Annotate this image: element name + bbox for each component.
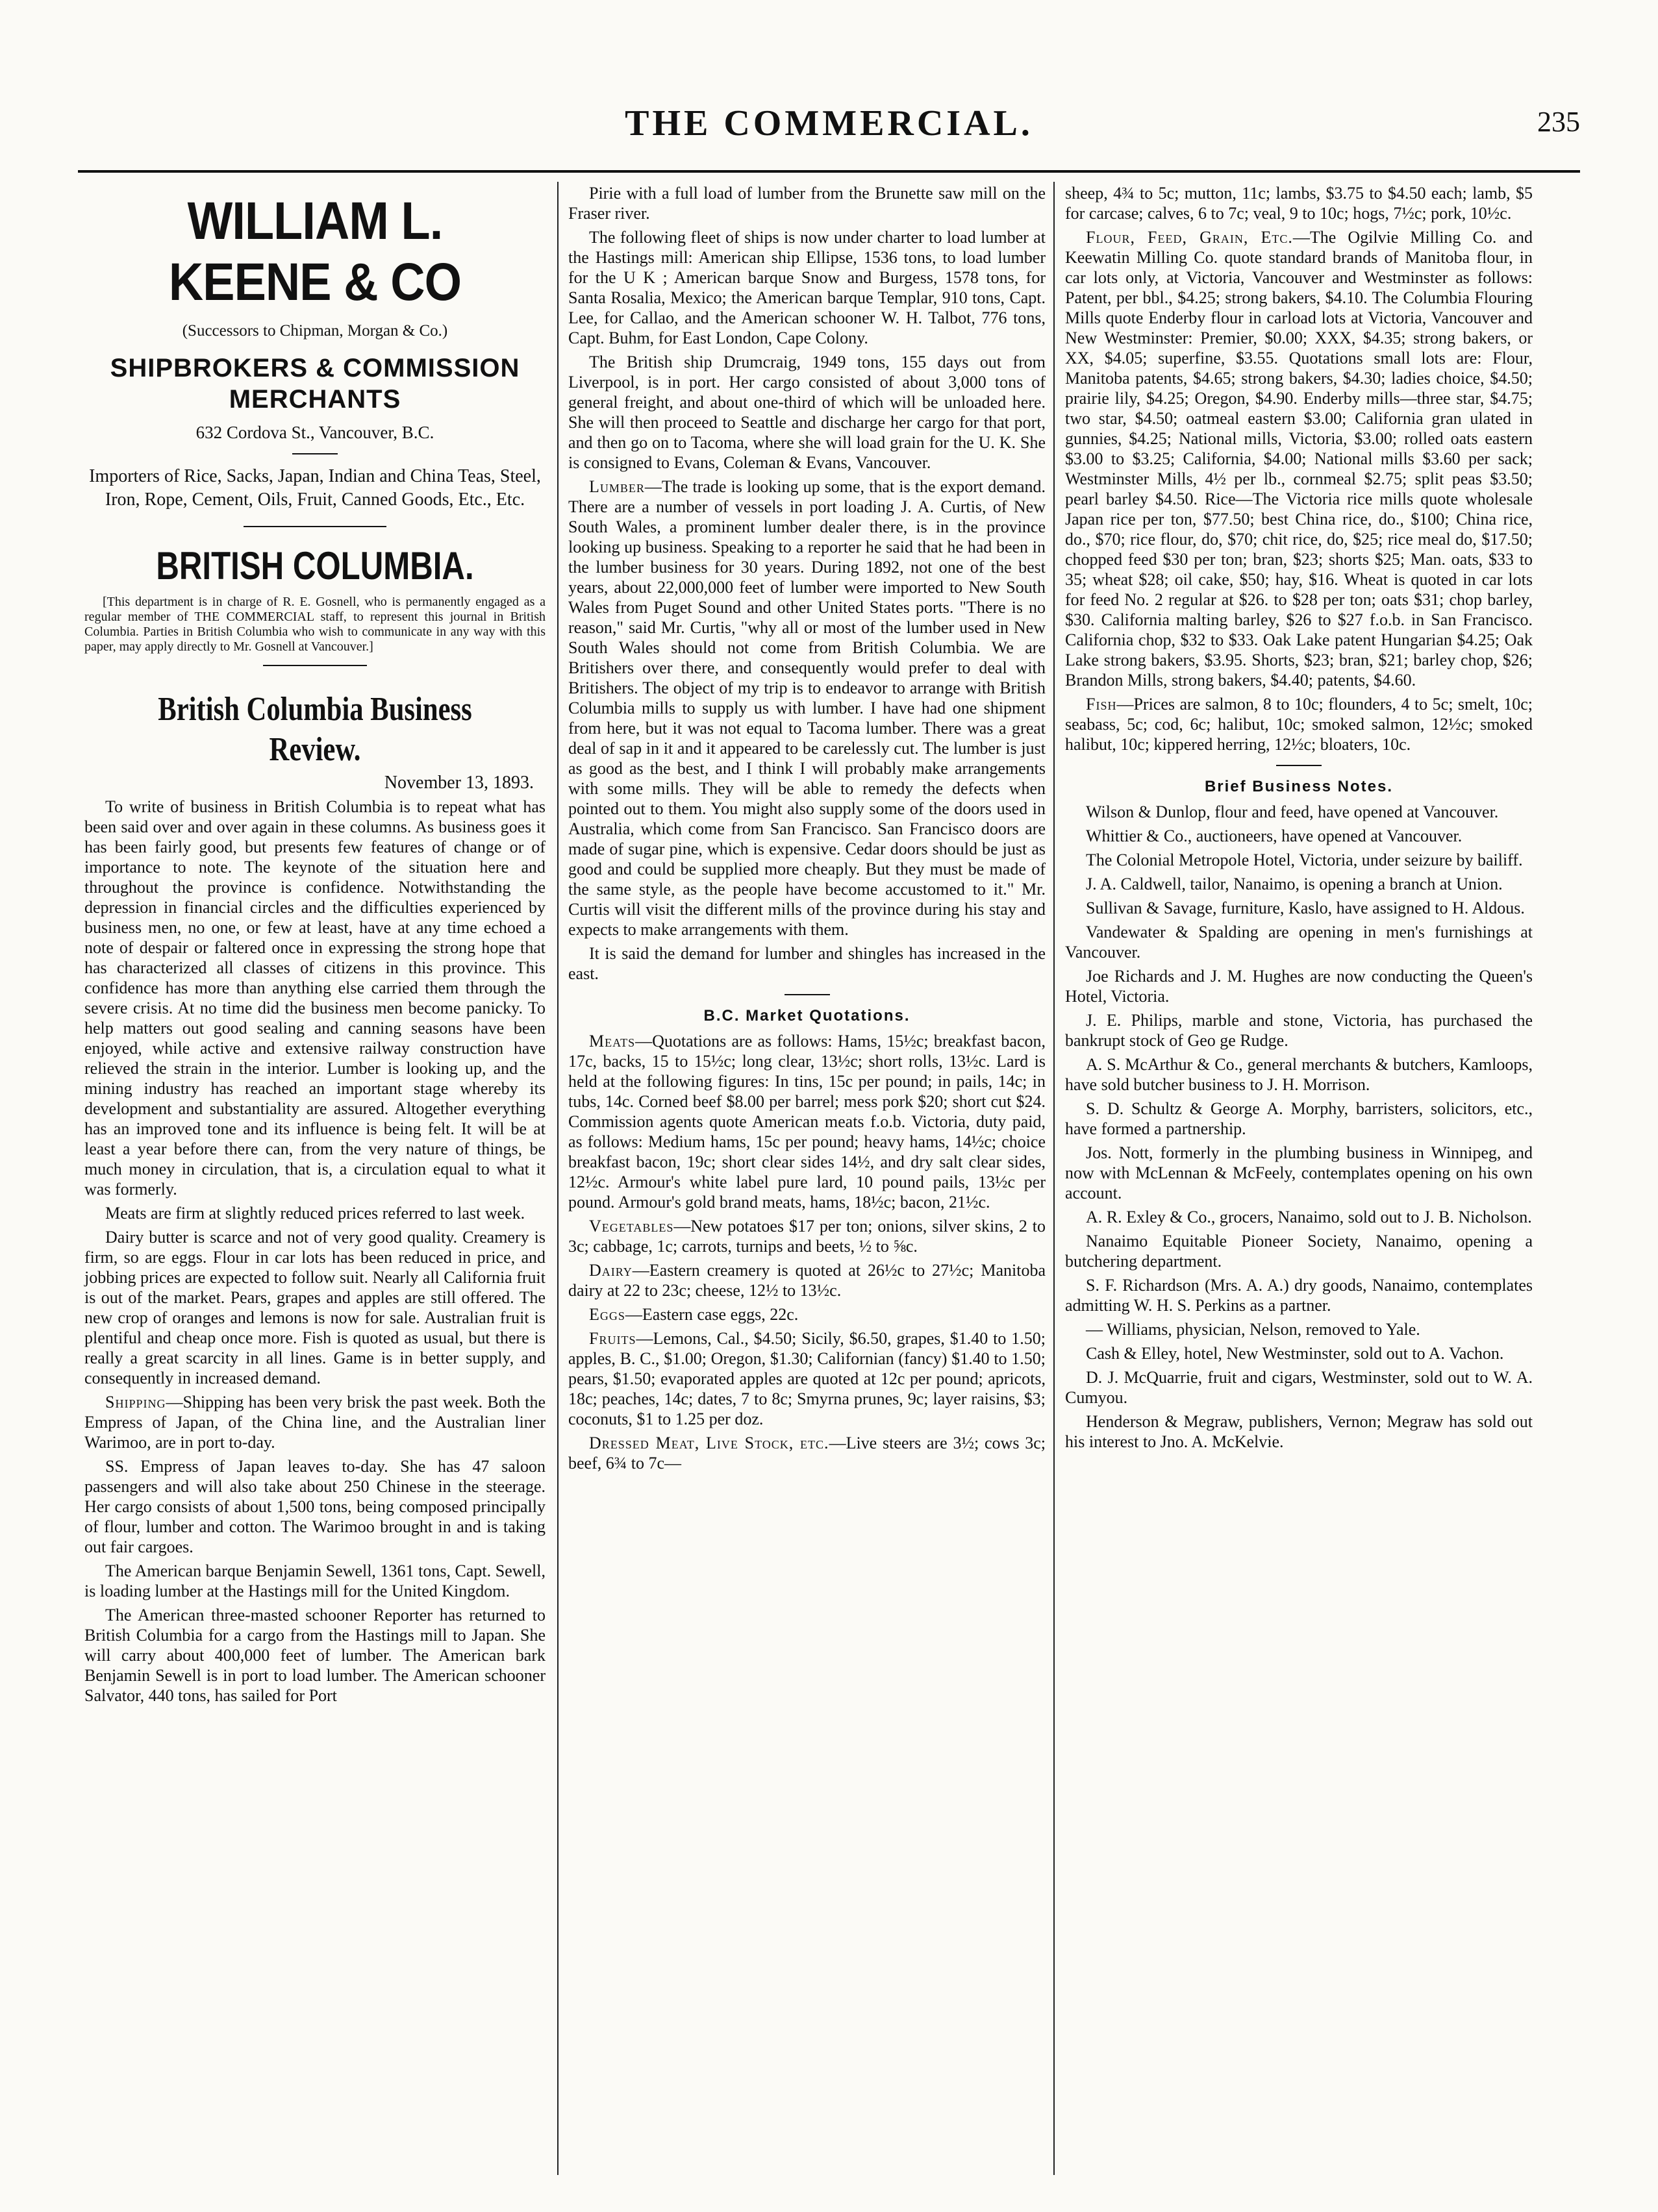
list-item: Henderson & Megraw, publishers, Vernon; Megraw has sold out his interest to Jno. A. McKelvie.	[1065, 1412, 1533, 1451]
list-item: Vandewater & Spalding are opening in men's furnishings at Vancouver.	[1065, 923, 1533, 962]
runin-label: Meats	[589, 1032, 636, 1050]
ad-successors: (Successors to Chipman, Morgan & Co.)	[182, 322, 448, 340]
paragraph	[568, 1304, 1046, 1324]
list-item: The Colonial Metropole Hotel, Victoria, under seizure by bailiff.	[1086, 851, 1523, 869]
paragraph	[568, 1328, 1046, 1429]
paragraph: SS. Empress of Japan leaves to-day. She has 47 saloon passengers and will also take about 250 Chinese in the steerage. Her cargo consists of about 1,500 tons, being composed principally of flour, lumber and cotton. The Warimoo brought in and is taking out fair cargoes.	[84, 1457, 546, 1556]
page-number: 235	[1537, 106, 1580, 138]
list-item: J. A. Caldwell, tailor, Nanaimo, is opening a branch at Union.	[1086, 875, 1503, 893]
paragraph-text: —Quotations are as follows: Hams, 15½c; breakfast bacon, 17c, backs, 15 to 15½c; long clear, 13½c; short rolls, 13½c. Lard is held at the following figures: In tins, 15c per pound; in pails, 14c; in tubs, 14c. Corned beef $8.00 per barrel; mess pork $20; short cut $24. Commission agents quote American meats f.o.b. Victoria, duty paid, as follows: Medium hams, 15c per pound; heavy hams, 14½c; choice breakfast bacon, 19c; short clear sides 14½, and dry salt clear sides, 12½c. Armour's white label pure lard, 10 pound pails, 13½c per pound. Armour's gold brand meats, hams, 18½c; bacon, 21½c.	[568, 1032, 1046, 1212]
paragraph	[568, 1260, 1046, 1300]
list-item: S. F. Richardson (Mrs. A. A.) dry goods, Nanaimo, contemplates admitting W. H. S. Perkins as a partner.	[1065, 1276, 1533, 1315]
paragraph	[568, 1216, 1046, 1256]
advertisement	[84, 191, 546, 512]
header-rule	[78, 170, 1580, 173]
paragraph: Dairy butter is scarce and not of very good quality. Creamery is firm, so are eggs. Flour in car lots has been reduced in price, and jobbing prices are expected to follow suit. Nearly all California fruit is out of the market. Pears, grapes and apples are still offered. The new crop of oranges and lemons is now for sale. Australian fruit is plentiful and cheap once more. Fish is quoted as usual, but there is really a great scarcity in all lines. Game is in better supply, and consequently in increased demand.	[84, 1228, 546, 1387]
runin-label: Shipping	[105, 1393, 166, 1411]
column-divider	[1053, 182, 1055, 2175]
runin-label: Lumber	[589, 477, 645, 496]
masthead	[78, 97, 1580, 156]
ad-business-title: SHIPBROKERS & COMMISSION MERCHANTS	[110, 354, 520, 414]
list-item: S. D. Schultz & George A. Morphy, barristers, solicitors, etc., have formed a partnership.	[1065, 1099, 1533, 1138]
paragraph-text: —The Ogilvie Milling Co. and Keewatin Milling Co. quote standard brands of Manitoba flour, in car lots only, at Victoria, Vancouver and Westminster as follows: Patent, per bbl., $4.25; strong bakers, $4.10. The Columbia Flouring Mills quote Enderby flour in carload lots at Victoria, Vancouver and New Westminster: Premier, $0.00; XXX, $4.35; strong bakers, or XX, $4.05; superfine, $3.55. Quotations small lots are: Flour, Manitoba patents, $4.65; strong bakers, $4.30; ladies choice, $4.50; prairie lily, $4.25; Oregon, $4.90. Enderby mills—three star, $4.75; two star, $4.50; oatmeal eastern $3.00; California gran ulated in gunnies, $4.25; National mills, Victoria, $3.00; rolled oats eastern $3.00 to $3.25; California, $4.00; National mills $3.60 per sack; Westminster Mills, 4½ per lb., cornmeal $2.75; split peas $3.50; pearl barley $4.50. Rice—The Victoria rice mills quote wholesale Japan rice per ton, $77.50; best China rice, do., $100; China rice, do., $70; rice flour, do, $70; chit rice, do, $25; rice meal do, $17.50; chopped feed $30 per ton; bran, $23; shorts $25; Man. oats, $33 to 35; wheat $28; oil cake, $50; hay, $16. Wheat is quoted in car lots for feed No. 2 regular at $26. to $28 per ton; oats $31; chop barley, $30. California malting barley, $26 to $27 f.o.b. in San Francisco. California chop, $32 to $33. Oak Lake patent Hungarian $4.25; Oak Lake strong bakers, $3.95. Shorts, $23; bran, $21; barley chop, $26; Brandon Mills, strong bakers, $4.40; patents, $4.60.	[1065, 228, 1533, 690]
list-item: J. E. Philips, marble and stone, Victoria, has purchased the bankrupt stock of Geo ge Rudge.	[1065, 1011, 1533, 1050]
paragraph	[84, 1392, 546, 1452]
divider	[785, 994, 830, 995]
review-date: November 13, 1893.	[384, 773, 534, 793]
runin-label: Dairy	[589, 1261, 633, 1280]
paragraph-text: —Eastern creamery is quoted at 26½c to 27½c; Manitoba dairy at 22 to 23c; cheese, 12½ to 13½c.	[568, 1261, 1046, 1300]
list-item: Cash & Elley, hotel, New Westminster, sold out to A. Vachon.	[1086, 1344, 1504, 1363]
list-item: D. J. McQuarrie, fruit and cigars, Westminster, sold out to W. A. Cumyou.	[1065, 1368, 1533, 1407]
paragraph-text: —Prices are salmon, 8 to 10c; flounders, 4 to 5c; smelt, 10c; seabass, 5c; cod, 6c; halibut, 10c; smoked salmon, 12½c; smoked halibut, 10c; kippered herring, 12½c; bloaters, 10c.	[1065, 695, 1533, 754]
column-3	[1065, 183, 1533, 1456]
paragraph-text: —The trade is looking up some, that is the export demand. There are a number of vessels in port loading J. A. Curtis, of New South Wales, a prominent lumber dealer there, is in the province looking up business. Speaking to a reporter he said that he had been in the lumber business for 30 years. During 1892, not one of the best years, about 22,000,000 feet of lumber were imported to New South Wales from Puget Sound and other United States ports. "There is no reason," said Mr. Curtis, "why all or most of the lumber used in New South Wales should not come from British Columbia. We are Britishers over there, and consequently would prefer to deal with Britishers. The object of my trip is to endeavor to arrange with British Columbia mills to supply us with lumber. I have had one shipment from here, but it was not equal to Tacoma lumber. There was a great deal of sap in it and it appeared to be carelessly cut. The lumber is just as good as the best, and I think I will probably make arrangements with some mills. They will be able to remedy the defects when pointed out to them. You might also supply some of the doors used in Australia, which come from San Francisco. San Francisco doors are made of sugar pine, which is expensive. Cedar doors should be just as good and could be supplied more cheaply. But they must be made of the same style, as the people have become accustomed to it." Mr. Curtis will visit the different mills of the province during his stay and expects to make arrangements with them.	[568, 477, 1046, 939]
paragraph	[568, 1433, 1046, 1473]
runin-label: Eggs	[589, 1305, 625, 1324]
paragraph: sheep, 4¾ to 5c; mutton, 11c; lambs, $3.75 to $4.50 each; lamb, $5 for carcase; calves, 6 to 7c; veal, 9 to 10c; hogs, 7½c; pork, 10½c.	[1065, 184, 1533, 223]
divider	[292, 453, 338, 454]
divider	[244, 526, 386, 527]
list-item: Jos. Nott, formerly in the plumbing business in Winnipeg, and now with McLennan & McFeely, contemplates opening on his own account.	[1065, 1143, 1533, 1202]
paragraph: To write of business in British Columbia is to repeat what has been said over and over again in these columns. As business goes it has been fairly good, but presents few features of change or of importance to note. The keynote of the situation here and throughout the province is confidence. Notwithstanding the depression in financial circles and the difficulties experienced by business men, no one, or few at least, have at any time echoed a note of despair or faltered once in expressing the strong hope that has characterized all classes of citizens in this province. This confidence has more than anything else carried them through the severe crisis. At no time did the business men become panicky. To help matters out good sealing and canning seasons have been enjoyed, while active and extensive railway construction have relieved the strain in the interior. Lumber is looking up, and the mining industry has reached an important stage whereby its development and substantiality are assured. Altogether everything has an improved tone and its influence is being felt. It will be at least a year before there can, from the very nature of things, be much money in circulation, that is, a circulation equal to what it was formerly.	[84, 797, 546, 1199]
list-item: A. R. Exley & Co., grocers, Nanaimo, sold out to J. B. Nicholson.	[1086, 1208, 1532, 1226]
paragraph: The following fleet of ships is now under charter to load lumber at the Hastings mill: American ship Ellipse, 1536 tons, to load lumber for the U K ; American barque Snow and Burgess, 1578 tons, for Santa Rosalia, Mexico; the American barque Templar, 910 tons, Capt. Lee, for Callao, and the American schooner W. H. Talbot, 776 tons, Capt. Buhm, for East London, Cape Colony.	[568, 228, 1046, 347]
review-heading: British Columbia Business Review.	[158, 691, 472, 768]
paragraph: The British ship Drumcraig, 1949 tons, 155 days out from Liverpool, is in port. Her cargo consisted of about 3,000 tons of general freight, and about one-third of which will be unloaded here. She will then proceed to Seattle and discharge her cargo for that port, and then go on to Tacoma, where she will load grain for the U. K. She is consigned to Evans, Coleman & Evans, Vancouver.	[568, 353, 1046, 472]
list-item: A. S. McArthur & Co., general merchants & butchers, Kamloops, have sold butcher business to J. H. Morrison.	[1065, 1055, 1533, 1094]
paragraph-text: —Live steers are 3½; cows 3c; beef, 6¾ to 7c—	[568, 1434, 1046, 1473]
column-divider	[557, 182, 559, 2175]
ad-company-name: WILLIAM L. KEENE & CO	[168, 192, 462, 312]
list-item: Whittier & Co., auctioneers, have opened at Vancouver.	[1086, 826, 1463, 845]
paragraph	[568, 477, 1046, 939]
list-item: Joe Richards and J. M. Hughes are now conducting the Queen's Hotel, Victoria.	[1065, 967, 1533, 1006]
section-heading: BRITISH COLUMBIA.	[156, 544, 474, 588]
divider	[1276, 765, 1322, 766]
paragraph	[568, 1031, 1046, 1212]
list-item: Sullivan & Savage, furniture, Kaslo, have assigned to H. Aldous.	[1086, 899, 1525, 917]
paragraph-text: —Shipping has been very brisk the past week. Both the Empress of Japan, of the China line, and the Australian liner Warimoo, are in port to-day.	[84, 1393, 546, 1452]
ad-address: 632 Cordova St., Vancouver, B.C.	[195, 423, 434, 442]
paragraph: The American barque Benjamin Sewell, 1361 tons, Capt. Sewell, is loading lumber at the Hastings mill for the United Kingdom.	[84, 1561, 546, 1600]
ad-body: Importers of Rice, Sacks, Japan, Indian and China Teas, Steel, Iron, Rope, Cement, Oils, Fruit, Canned Goods, Etc., Etc.	[89, 466, 541, 510]
paragraph: It is said the demand for lumber and shingles has increased in the east.	[568, 944, 1046, 983]
divider	[263, 665, 367, 666]
paragraph: Pirie with a full load of lumber from the Brunette saw mill on the Fraser river.	[568, 184, 1046, 223]
paragraph	[1065, 694, 1533, 754]
editorial-notice: [This department is in charge of R. E. Gosnell, who is permanently engaged as a regular member of THE COMMERCIAL staff, to represent this journal in British Columbia. Parties in British Columbia who wish to communicate in any way with this paper, may apply directly to Mr. Gosnell at Vancouver.]	[84, 595, 546, 654]
runin-label: Flour, Feed, Grain, Etc.	[1086, 228, 1293, 247]
quotations-heading: B.C. Market Quotations.	[703, 1007, 911, 1025]
paragraph-text: —New potatoes $17 per ton; onions, silver skins, 2 to 3c; cabbage, 1c; carrots, turnips and beets, ½ to ⅝c.	[568, 1217, 1046, 1256]
list-item: Nanaimo Equitable Pioneer Society, Nanaimo, opening a butchering department.	[1065, 1232, 1533, 1271]
column-1	[84, 183, 546, 1709]
runin-label: Dressed Meat, Live Stock, etc.	[589, 1434, 829, 1452]
notes-heading: Brief Business Notes.	[1204, 778, 1394, 795]
runin-label: Vegetables	[589, 1217, 674, 1236]
paragraph-text: —Lemons, Cal., $4.50; Sicily, $6.50, grapes, $1.40 to 1.50; apples, B. C., $1.00; Oregon, $1.30; Californian (fancy) $1.40 to 1.50; pears, $1.50; evaporated apples are quoted at 12c per pound; apricots, 18c; peaches, 14c; dates, 7 to 8c; Smyrna prunes, 9c; layer raisins, $3; coconuts, $1 to 1.25 per doz.	[568, 1329, 1046, 1428]
paragraph	[1065, 227, 1533, 690]
paragraph: Meats are firm at slightly reduced prices referred to last week.	[105, 1204, 525, 1223]
runin-label: Fish	[1086, 695, 1117, 714]
masthead-title: THE COMMERCIAL.	[625, 103, 1033, 143]
paragraph: The American three-masted schooner Reporter has returned to British Columbia for a cargo from the Hastings mill to Japan. She will carry about 400,000 feet of lumber. The American bark Benjamin Sewell is in port to load lumber. The American schooner Salvator, 440 tons, has sailed for Port	[84, 1606, 546, 1705]
list-item: — Williams, physician, Nelson, removed to Yale.	[1086, 1320, 1420, 1339]
column-2	[568, 183, 1046, 1477]
runin-label: Fruits	[589, 1329, 636, 1348]
paragraph-text: —Eastern case eggs, 22c.	[625, 1305, 799, 1324]
list-item: Wilson & Dunlop, flour and feed, have opened at Vancouver.	[1086, 802, 1499, 821]
